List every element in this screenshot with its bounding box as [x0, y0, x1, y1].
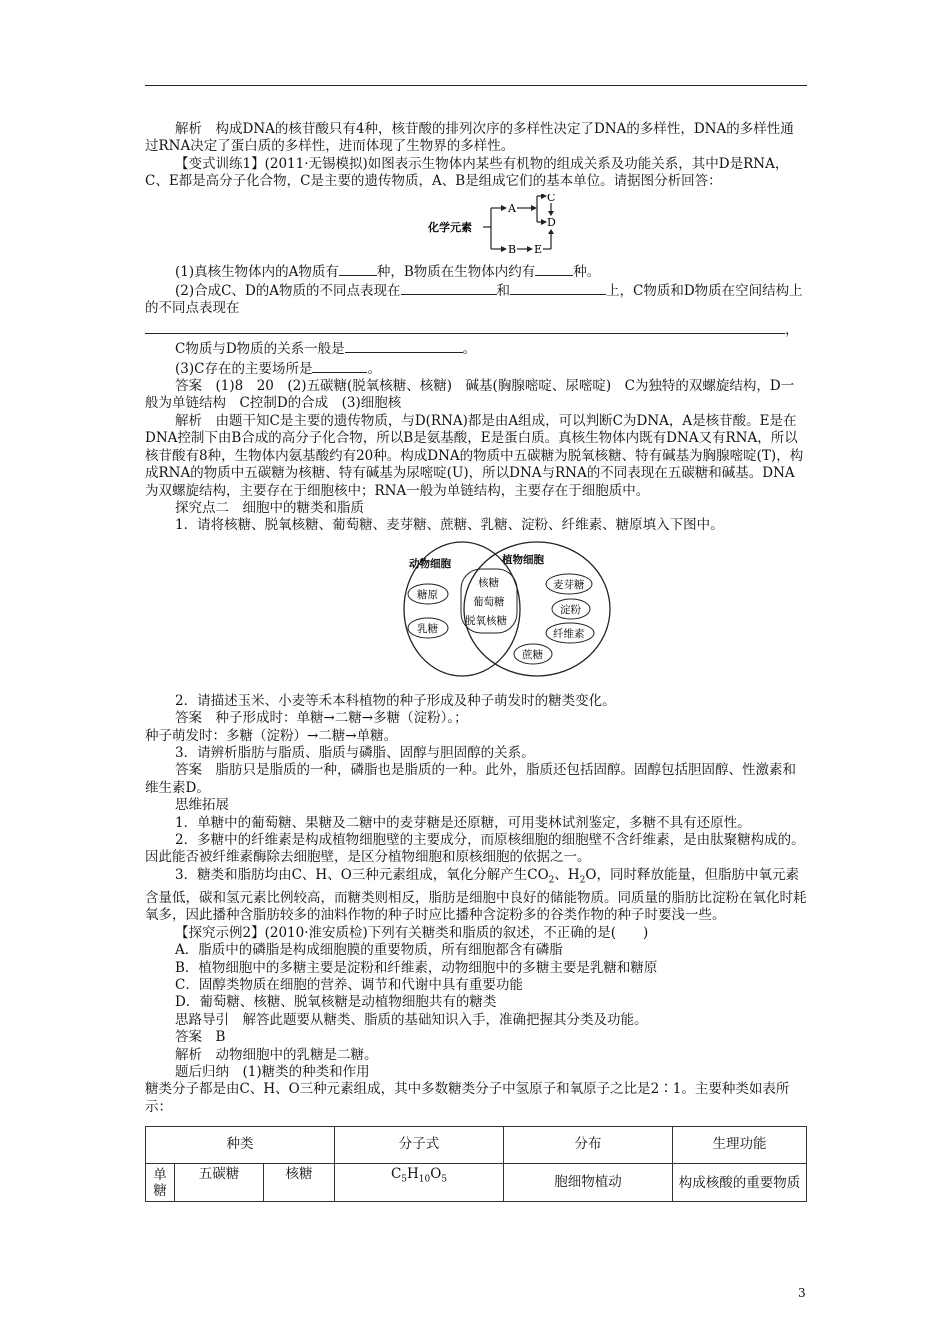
- diagram-node-e: E: [534, 242, 543, 256]
- sugar-answer-2a: 答案 种子形成时：单糖→二糖→多糖（淀粉）。；: [175, 710, 468, 727]
- diagram-root-label: 化学元素: [428, 220, 472, 234]
- table-header-formula: 分子式: [335, 1127, 504, 1164]
- question-2: (2)合成C、D的A物质的不同点表现在 和 上，C物质和D物质在空间结构上的不同点表现在: [145, 283, 803, 317]
- table-cell-category: 单糖: [146, 1164, 175, 1202]
- analysis-3: 解析 动物细胞中的乳糖是二糖。: [175, 1046, 378, 1063]
- sugar-question-3: 3．请辨析脂肪与脂质、脂质与磷脂、固醇与胆固醇的关系。: [175, 744, 535, 761]
- question-3: (3)C存在的主要场所是 。: [175, 360, 381, 377]
- diagram-node-a: A: [508, 201, 516, 215]
- answer-blank: [339, 262, 377, 276]
- diagram-arrowhead: [531, 205, 537, 211]
- thinking-extension-title: 思维拓展: [175, 797, 229, 814]
- thinking-guide: 思路导引 解答此题要从糖类、脂质的基础知识入手，准确把握其分类及功能。: [175, 1011, 648, 1028]
- table-row: [146, 1164, 807, 1202]
- table-header-function: 生理功能: [673, 1127, 807, 1164]
- page-content: [145, 121, 807, 1202]
- question-2-line: ，: [145, 318, 807, 339]
- answer-2: 答案 B: [175, 1029, 226, 1046]
- sugar-table: [145, 1126, 807, 1202]
- venn-starch: 淀粉: [560, 603, 581, 616]
- thinking-point-2: 2．多糖中的纤维素是构成植物细胞壁的主要成分，而原核细胞的细胞壁不含纤维素，是由肽聚糖构成的。因此能否被纤维素酶除去细胞壁，是区分植物细胞和原核细胞的依据之一。: [145, 831, 805, 866]
- option-c: C．固醇类物质在细胞的营养、调节和代谢中具有重要功能: [175, 976, 523, 993]
- answer-blank: [535, 262, 573, 276]
- example-2-question: 【探究示例2】(2010·淮安质检)下列有关糖类和脂质的叙述，不正确的是( ): [175, 924, 649, 941]
- answer-1: 答案 (1)8 20 (2)五碳糖(脱氧核糖、核糖) 碱基(胸腺嘧啶、尿嘧啶) C为独特的双螺旋结构，D一般为单链结构 C控制D的合成 (3)细胞核: [145, 378, 795, 412]
- table-cell-distribution: 胞细物植动: [504, 1164, 673, 1202]
- table-header-row: [146, 1127, 807, 1164]
- answer-blank: [401, 281, 497, 295]
- thinking-point-3: 3．糖类和脂肪均由C、H、O三种元素组成，氧化分解产生$CO_2$、$H_2O$，同时释放能量，但脂肪中氧元素含量低，碳和氢元素比例较高，而糖类则相反，脂肪是细胞中良好的储能物质。同质量的脂肪比淀粉在氧化时耗氧多，因此播种含脂肪较多的油料作物的种子时应比播种含淀粉多的谷类作物的种子时要浅一些。: [145, 866, 807, 924]
- diagram-node-b: B: [508, 242, 517, 256]
- sugar-answer-3: 答案 脂肪只是脂质的一种，磷脂也是脂质的一种。此外，脂质还包括固醇。固醇包括胆固醇、性激素和维生素D。: [145, 762, 796, 796]
- sugar-question-1: 1．请将核糖、脱氧核糖、葡萄糖、麦芽糖、蔗糖、乳糖、淀粉、纤维素、糖原填入下图中。: [175, 517, 724, 534]
- composition-diagram-svg: [145, 194, 807, 258]
- option-d: D．葡萄糖、核糖、脱氧核糖是动植物细胞共有的糖类: [175, 994, 497, 1011]
- option-a: A．脂质中的磷脂是构成细胞膜的重要物质，所有细胞都含有磷脂: [175, 942, 563, 959]
- diagram-arrowhead: [527, 246, 533, 252]
- page-number: 3: [798, 1286, 806, 1300]
- answer-blank: [145, 320, 785, 334]
- thinking-point-1: 1．单糖中的葡萄糖、果糖及二糖中的麦芽糖是还原糖，可用斐林试剂鉴定，多糖不具有还原性。: [175, 814, 751, 831]
- composition-diagram: [145, 194, 807, 258]
- variant-training-1: 【变式训练1】(2011·无锡模拟)如图表示生物体内某些有机物的组成关系及功能关系，其中D是RNA，C、E都是高分子化合物，C是主要的遗传物质，A、B是组成它们的基本单位。请据图分析回答：: [145, 155, 789, 190]
- table-cell-subtype: 五碳糖: [175, 1164, 264, 1202]
- diagram-arrowhead: [548, 229, 554, 234]
- analysis-2: 解析 由题干知C是主要的遗传物质，与D(RNA)都是由A组成，可以判断C为DNA，A是核苷酸。E是在DNA控制下由B合成的高分子化合物，所以B是氨基酸，E是蛋白质。真核生物体内既有DNA又有RNA，所以核苷酸有8种，生物体内氨基酸约有20种。构成DNA的物质中五碳糖为脱氧核糖、特有碱基为胸腺嘧啶(T)，构成RNA的物质中五碳糖为核糖、特有碱基为尿嘧啶(U)，所以DNA与RNA的不同表现在五碳糖和碱基。DNA为双螺旋结构，主要存在于细胞核中；RNA一般为单链结构，主要存在于细胞质中。: [145, 412, 804, 499]
- venn-glucose: 葡萄糖: [473, 595, 505, 608]
- answer-blank: [312, 359, 367, 373]
- table-header-kind: 种类: [146, 1127, 335, 1164]
- sugar-question-2: 2．请描述玉米、小麦等禾本科植物的种子形成及种子萌发时的糖类变化。: [175, 692, 616, 709]
- table-header-distribution: 分布: [504, 1127, 673, 1164]
- analysis-paragraph-1: 解析 构成DNA的核苷酸只有4种，核苷酸的排列次序的多样性决定了DNA的多样性，DNA的多样性通过RNA决定了蛋白质的多样性，进而体现了生物界的多样性。: [145, 121, 794, 155]
- venn-glycogen: 糖原: [417, 588, 438, 601]
- sugar-answer-2b: 种子萌发时：多糖（淀粉）→二糖→单糖。: [145, 727, 398, 744]
- venn-label-animal: 动物细胞: [409, 557, 451, 570]
- venn-maltose: 麦芽糖: [553, 578, 585, 591]
- question-1: (1)真核生物体内的A物质有 种，B物质在生物体内约有 种。: [175, 263, 601, 280]
- diagram-node-d: D: [547, 215, 556, 229]
- answer-blank: [510, 281, 606, 295]
- summary-text: 糖类分子都是由C、H、O三种元素组成，其中多数糖类分子中氢原子和氧原子之比是2∶1。主要种类如表所示：: [145, 1081, 790, 1115]
- table-cell-name: 核糖: [264, 1164, 335, 1202]
- diagram-arrowhead: [501, 246, 507, 252]
- venn-ribose: 核糖: [478, 576, 499, 589]
- venn-lactose: 乳糖: [417, 622, 438, 635]
- venn-cellulose: 纤维素: [553, 627, 585, 640]
- table-cell-function: 构成核酸的重要物质: [673, 1164, 807, 1202]
- section-title-2: 探究点二 细胞中的糖类和脂质: [175, 499, 364, 516]
- option-b: B．植物细胞中的多糖主要是淀粉和纤维素，动物细胞中的多糖主要是乳糖和糖原: [175, 959, 658, 976]
- diagram-node-c: C: [547, 193, 556, 204]
- header-rule: [145, 85, 807, 86]
- summary-title: 题后归纳 (1)糖类的种类和作用: [175, 1063, 370, 1080]
- venn-label-plant: 植物细胞: [502, 553, 544, 566]
- sugar-venn-diagram: [145, 539, 807, 679]
- answer-blank: [345, 339, 463, 353]
- diagram-arrowhead: [501, 205, 507, 211]
- venn-sucrose: 蔗糖: [522, 648, 543, 661]
- table-cell-formula: $C_5H_{10}O_5$: [335, 1164, 504, 1202]
- question-2-relation: C物质与D物质的关系一般是 。: [175, 341, 477, 358]
- venn-deoxyribose: 脱氧核糖: [465, 614, 507, 627]
- venn-svg: [145, 539, 807, 679]
